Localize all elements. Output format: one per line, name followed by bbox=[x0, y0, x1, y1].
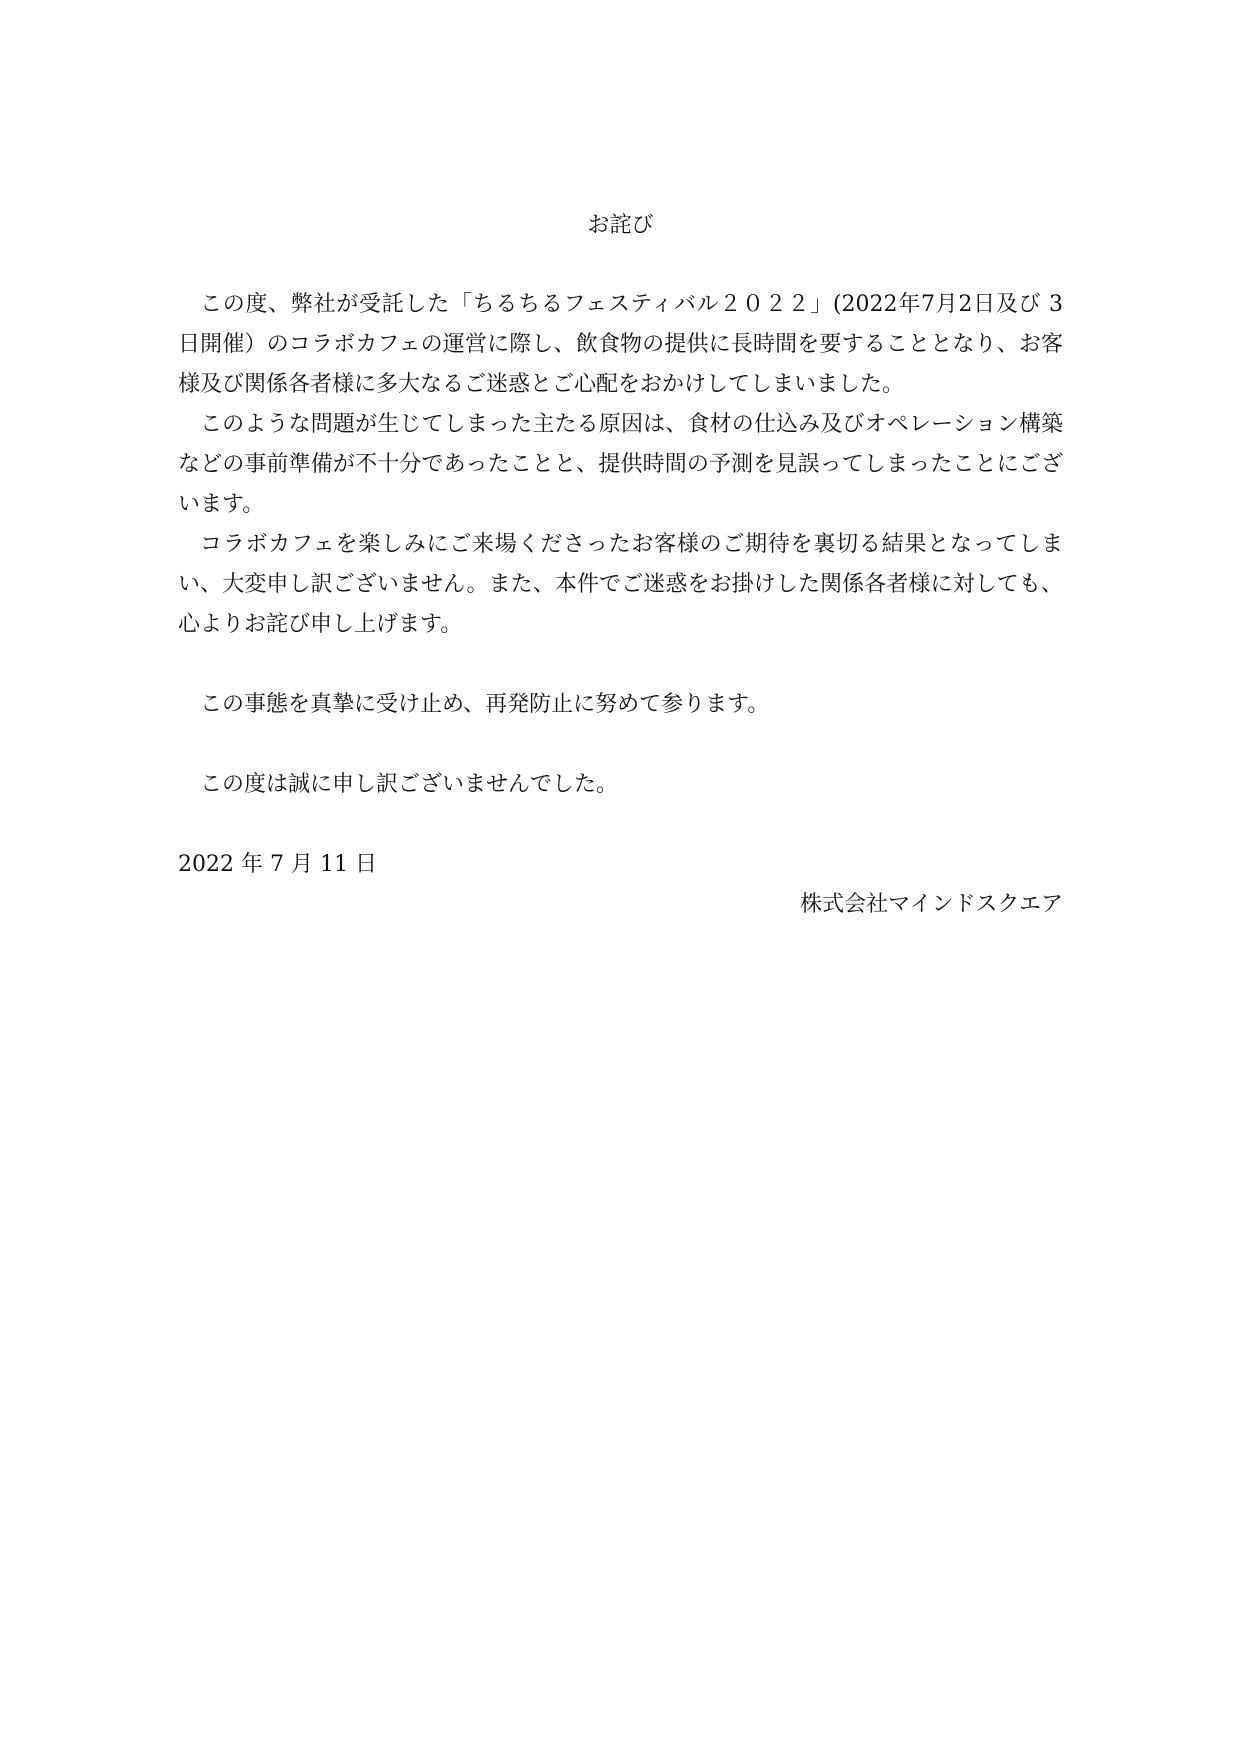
company-name: 株式会社マインドスクエア bbox=[800, 892, 1063, 917]
spacer bbox=[178, 645, 1063, 685]
paragraph-cause: このような問題が生じてしまった主たる原因は、食材の仕込み及びオペレーション構築などの事前準備が不十分であったことと、提供時間の予測を見誤ってしまったことにございます。 bbox=[178, 412, 1063, 517]
document-body bbox=[178, 285, 1063, 925]
spacer bbox=[178, 805, 1063, 845]
document-date: 2022 年 7 月 11 日 bbox=[178, 852, 377, 877]
spacer bbox=[178, 725, 1063, 765]
document-title: お詫び bbox=[587, 213, 654, 238]
paragraph-closing: この度は誠に申し訳ございませんでした。 bbox=[200, 772, 619, 797]
paragraph-resolution: この事態を真摯に受け止め、再発防止に努めて参ります。 bbox=[200, 692, 770, 717]
paragraph-apology: この度、弊社が受託した「ちるちるフェスティバル２０２２」(2022年7月2日及び 3 日開催）のコラボカフェの運営に際し、飲食物の提供に長時間を要することとなり、お客様及び関係各者様に多大なるご迷惑とご心配をおかけしてしまいました。 bbox=[178, 292, 1063, 397]
paragraph-regret: コラボカフェを楽しみにご来場くださったお客様のご期待を裏切る結果となってしまい、大変申し訳ございません。また、本件でご迷惑をお掛けした関係各者様に対しても、心よりお詫び申し上げます。 bbox=[178, 532, 1063, 637]
